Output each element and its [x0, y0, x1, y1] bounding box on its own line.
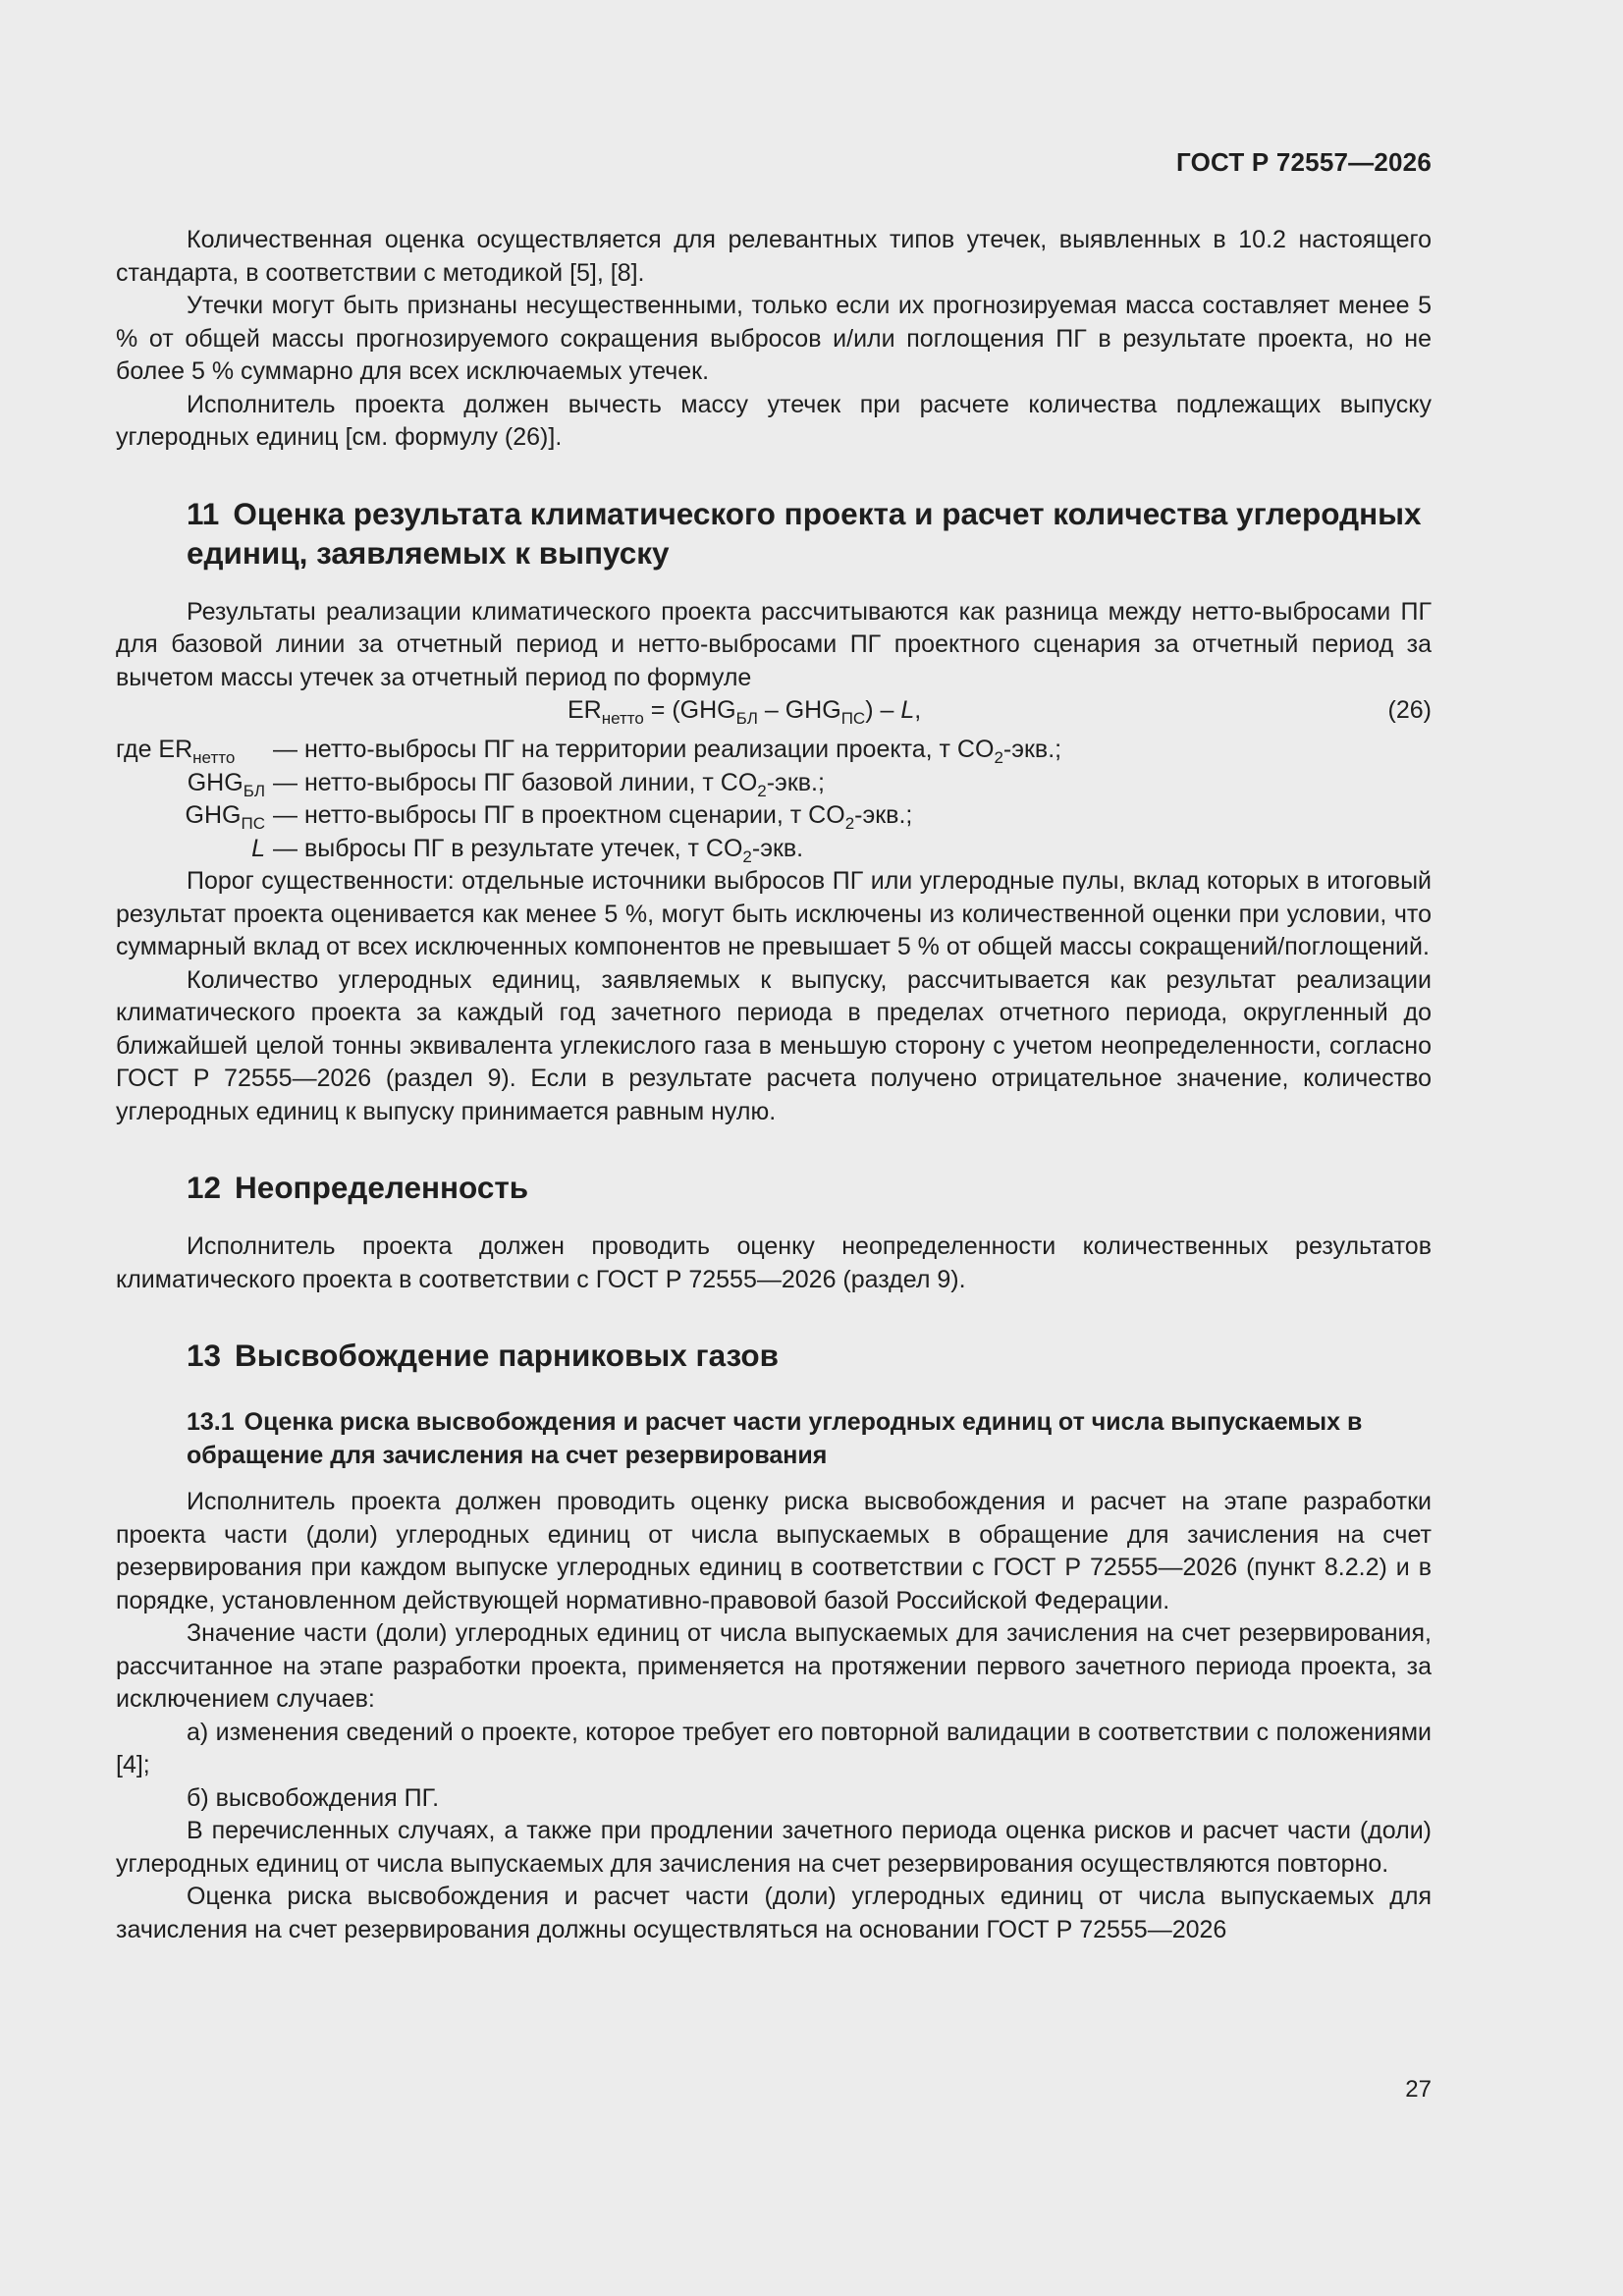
standard-code-header: ГОСТ Р 72557—2026: [1176, 147, 1432, 177]
section-12-number: 12: [187, 1170, 222, 1205]
definition-text: — нетто-выбросы ПГ на территории реализации проекта, т $CO_2$-экв.;: [273, 736, 1062, 767]
section-12-heading: [116, 1168, 1432, 1207]
page-content: [116, 224, 1432, 1946]
subsection-13-1-number: 13.1: [187, 1408, 235, 1436]
section-11-title: Оценка результата климатического проекта и расчет количества углеродных единиц, заявляемых к выпуску: [187, 495, 1422, 571]
definition-text: — нетто-выбросы ПГ в проектном сценарии, т $CO_2$-экв.;: [273, 801, 913, 833]
intro-paragraph-2: Утечки могут быть признаны несущественными, только если их прогнозируемая масса составляет менее 5 % от общей массы прогнозируемого сокращения выбросов и/или поглощения ПГ в результате проекта, но не более 5 % суммарно для всех исключаемых утечек.: [116, 292, 1432, 385]
section-11-paragraph-3: Количество углеродных единиц, заявляемых к выпуску, рассчитывается как результат реализации климатического проекта за каждый год зачетного периода в пределах отчетного периода, округленный до ближайшей целой тонны эквивалента углекислого газа в меньшую сторону с учетом неопределенности, согласно ГОСТ Р 72555—2026 (раздел 9). Если в результате расчета получено отрицательное значение, количество углеродных единиц к выпуску принимается равным нулю.: [116, 965, 1432, 1125]
section-11-number: 11: [187, 495, 220, 531]
section-13-paragraph-2: Значение части (доли) углеродных единиц от числа выпускаемых для зачисления на счет резервирования, рассчитанное на этапе разработки проекта, применяется на протяжении первого зачетного периода проекта, за исключением случаев:: [116, 1619, 1432, 1713]
section-12-paragraph-1: Исполнитель проекта должен проводить оценку неопределенности количественных результатов климатического проекта в соответствии с ГОСТ Р 72555—2026 (раздел 9).: [116, 1232, 1432, 1293]
list-item-b: б) высвобождения ПГ.: [187, 1783, 440, 1812]
formula-26: [116, 694, 1432, 734]
section-13-paragraph-4: Оценка риска высвобождения и расчет части (доли) углеродных единиц от числа выпускаемых для зачисления на счет резервирования должны осуществляться на основании ГОСТ Р 72555—2026: [116, 1883, 1432, 1943]
section-13-heading: [116, 1336, 1432, 1375]
definition-text: — нетто-выбросы ПГ базовой линии, т $CO_2$-экв.;: [273, 768, 825, 800]
subsection-13-1-title: Оценка риска высвобождения и расчет части углеродных единиц от числа выпускаемых в обращение для зачисления на счет резервирования: [187, 1408, 1363, 1469]
section-11-paragraph-1: Результаты реализации климатического проекта рассчитываются как разница между нетто-выбросами ПГ для базовой линии за отчетный период и нетто-выбросами ПГ проектного сценария за отчетный период за вычетом массы утечек за отчетный период по формуле: [116, 597, 1432, 691]
page-number: 27: [1405, 2076, 1432, 2103]
definition-text: — выбросы ПГ в результате утечек, т $CO_2$-экв.: [273, 834, 804, 866]
section-13-title: Высвобождение парниковых газов: [235, 1338, 780, 1373]
section-13-paragraph-1: Исполнитель проекта должен проводить оценку риска высвобождения и расчет на этапе разработки проекта части (доли) углеродных единиц от числа выпускаемых в обращение для зачисления на счет резервирования при каждом выпуске углеродных единиц в соответствии с ГОСТ Р 72555—2026 (пункт 8.2.2) и в порядке, установленном действующей нормативно-правовой базой Российской Федерации.: [116, 1488, 1432, 1614]
definition-symbol: $GHG_{БЛ}$: [187, 768, 265, 800]
section-13-paragraph-3: В перечисленных случаях, а также при продлении зачетного периода оценка рисков и расчет части (доли) углеродных единиц от числа выпускаемых для зачисления на счет резервирования осуществляются повторно.: [116, 1817, 1432, 1878]
section-11-heading: [116, 494, 1432, 573]
formula-expression: $ER_{нетто} = (GHG_{БЛ} - GHG_{ПС}) - L$,: [568, 696, 922, 728]
document-page: [116, 0, 1432, 2296]
list-item-a: а) изменения сведений о проекте, которое требует его повторной валидации в соответствии с положениями [4];: [116, 1718, 1432, 1778]
subsection-13-1-heading: [116, 1406, 1432, 1472]
definition-row: [116, 767, 1432, 800]
intro-paragraph-1: Количественная оценка осуществляется для релевантных типов утечек, выявленных в 10.2 настоящего стандарта, в соответствии с методикой [5], [8].: [116, 226, 1432, 287]
definition-symbol: где $ER_{нетто}$: [116, 736, 236, 767]
intro-paragraph-3: Исполнитель проекта должен вычесть массу утечек при расчете количества подлежащих выпуску углеродных единиц [см. формулу (26)].: [116, 390, 1432, 451]
definition-symbol: $GHG_{ПС}$: [185, 801, 265, 833]
definition-row: [116, 799, 1432, 833]
definition-row: [116, 833, 1432, 866]
section-11-paragraph-2: Порог существенности: отдельные источники выбросов ПГ или углеродные пулы, вклад которых в итоговый результат проекта оценивается как менее 5 %, могут быть исключены из количественной оценки при условии, что суммарный вклад от всех исключенных компонентов не превышает 5 % от общей массы сокращений/поглощений.: [116, 867, 1432, 960]
section-12-title: Неопределенность: [235, 1170, 529, 1205]
section-13-number: 13: [187, 1338, 222, 1373]
formula-definitions: [116, 734, 1432, 865]
definition-symbol: L: [251, 834, 265, 862]
definition-row: [116, 734, 1432, 767]
formula-number: (26): [1387, 696, 1432, 724]
